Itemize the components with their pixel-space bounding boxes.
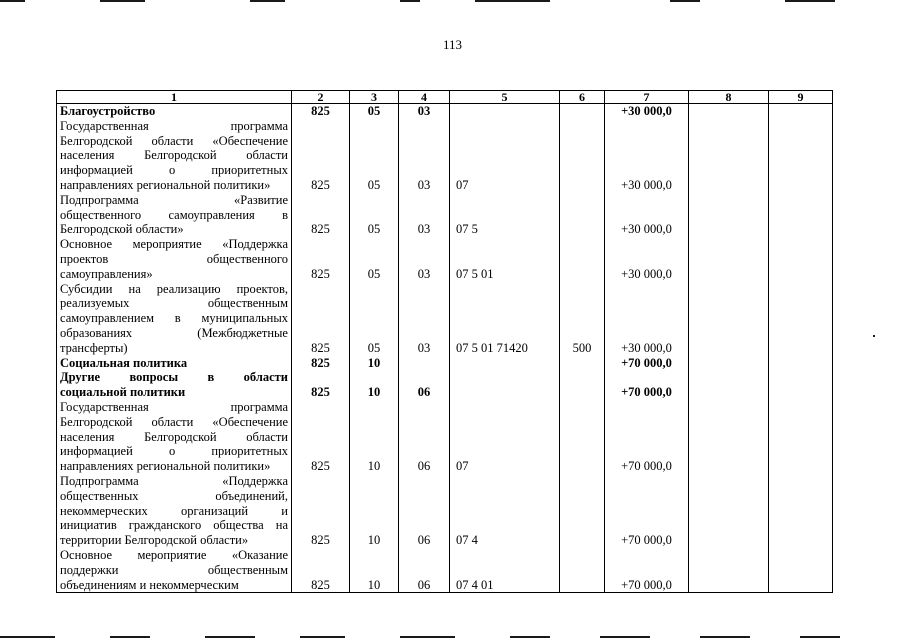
subsection-code-cell: 06 xyxy=(399,474,450,548)
item-name-line: направлениях региональной политики» xyxy=(60,459,271,474)
item-name-cell xyxy=(57,104,292,119)
target-article-cell: 07 5 01 71420 xyxy=(450,282,560,356)
item-name-line: Основное мероприятие «Оказание xyxy=(60,547,288,562)
amount-cell: +70 000,0 xyxy=(605,548,689,593)
section-code-cell: 10 xyxy=(350,356,399,371)
column-header: 2 xyxy=(292,91,350,104)
scan-edge-mark xyxy=(400,0,420,2)
table-row xyxy=(57,356,833,371)
column-header: 6 xyxy=(560,91,605,104)
column-9-cell xyxy=(769,548,833,593)
amount-cell: +30 000,0 xyxy=(605,282,689,356)
table-row xyxy=(57,193,833,237)
amount-cell: +30 000,0 xyxy=(605,193,689,237)
expense-type-cell xyxy=(560,548,605,593)
item-name-cell xyxy=(57,548,292,593)
item-name-line: Государственная программа xyxy=(60,118,288,133)
ministry-code-cell: 825 xyxy=(292,370,350,400)
column-9-cell xyxy=(769,474,833,548)
item-name-cell xyxy=(57,193,292,237)
item-name-line: самоуправлением в муниципальных xyxy=(60,311,288,326)
column-8-cell xyxy=(689,119,769,193)
column-8-cell xyxy=(689,282,769,356)
item-name-line: социальной политики xyxy=(60,385,186,400)
scan-edge-mark xyxy=(400,636,455,638)
item-name-line: территории Белгородской области» xyxy=(60,533,249,548)
column-8-cell xyxy=(689,237,769,281)
column-9-cell xyxy=(769,237,833,281)
expense-type-cell xyxy=(560,474,605,548)
amount-cell: +70 000,0 xyxy=(605,370,689,400)
item-name-cell xyxy=(57,370,292,400)
item-name-line: Субсидии на реализацию проектов, xyxy=(60,281,288,296)
item-name-line: Подпрограмма «Поддержка xyxy=(60,473,288,488)
column-8-cell xyxy=(689,193,769,237)
table-row xyxy=(57,282,833,356)
ministry-code-cell: 825 xyxy=(292,282,350,356)
section-code-cell: 05 xyxy=(350,119,399,193)
ministry-code-cell: 825 xyxy=(292,400,350,474)
section-code-cell: 10 xyxy=(350,400,399,474)
item-name-line: информацией о приоритетных xyxy=(60,444,288,459)
scan-edge-mark xyxy=(475,0,550,2)
item-name-line: общественного самоуправления в xyxy=(60,207,288,222)
column-8-cell xyxy=(689,548,769,593)
subsection-code-cell xyxy=(399,356,450,371)
scan-edge-mark xyxy=(600,636,650,638)
target-article-cell xyxy=(450,104,560,119)
scan-edge-mark xyxy=(700,636,750,638)
section-code-cell: 05 xyxy=(350,193,399,237)
table-body xyxy=(57,104,833,593)
section-code-cell: 05 xyxy=(350,282,399,356)
column-9-cell xyxy=(769,193,833,237)
column-8-cell xyxy=(689,474,769,548)
section-code-cell: 10 xyxy=(350,370,399,400)
expense-type-cell xyxy=(560,193,605,237)
item-name-cell xyxy=(57,282,292,356)
amount-cell: +30 000,0 xyxy=(605,237,689,281)
amount-cell: +70 000,0 xyxy=(605,474,689,548)
item-name-cell xyxy=(57,237,292,281)
item-name-line: Белгородской области «Обеспечение xyxy=(60,133,288,148)
section-code-cell: 10 xyxy=(350,474,399,548)
target-article-cell: 07 5 01 xyxy=(450,237,560,281)
item-name-cell xyxy=(57,356,292,371)
item-name-line: поддержки общественным xyxy=(60,562,288,577)
scan-dot xyxy=(873,335,875,337)
target-article-cell xyxy=(450,356,560,371)
item-name-line: объединениям и некоммерческим xyxy=(60,577,239,592)
column-9-cell xyxy=(769,370,833,400)
ministry-code-cell: 825 xyxy=(292,237,350,281)
column-8-cell xyxy=(689,370,769,400)
item-name-line: проектов общественного xyxy=(60,251,288,266)
subsection-code-cell: 03 xyxy=(399,237,450,281)
item-name-line: образованиях (Межбюджетные xyxy=(60,325,288,340)
scan-edge-mark xyxy=(0,0,25,2)
item-name-line: Другие вопросы в области xyxy=(60,370,288,385)
item-name-line: Белгородской области» xyxy=(60,222,184,237)
ministry-code-cell: 825 xyxy=(292,548,350,593)
item-name-line: населения Белгородской области xyxy=(60,148,288,163)
column-9-cell xyxy=(769,104,833,119)
ministry-code-cell: 825 xyxy=(292,193,350,237)
expense-type-cell xyxy=(560,237,605,281)
expense-type-cell xyxy=(560,104,605,119)
item-name-line: Белгородской области «Обеспечение xyxy=(60,414,288,429)
item-name-line: трансферты) xyxy=(60,340,128,355)
table-row xyxy=(57,119,833,193)
item-name-line: Благоустройство xyxy=(60,104,156,118)
expense-type-cell xyxy=(560,370,605,400)
column-header: 3 xyxy=(350,91,399,104)
ministry-code-cell: 825 xyxy=(292,356,350,371)
column-header: 1 xyxy=(57,91,292,104)
column-9-cell xyxy=(769,119,833,193)
item-name-line: некоммерческих организаций и xyxy=(60,503,288,518)
item-name-cell xyxy=(57,474,292,548)
column-9-cell xyxy=(769,282,833,356)
expense-type-cell: 500 xyxy=(560,282,605,356)
target-article-cell xyxy=(450,370,560,400)
table-row xyxy=(57,104,833,119)
column-8-cell xyxy=(689,104,769,119)
column-header: 5 xyxy=(450,91,560,104)
scan-edge-mark xyxy=(785,0,835,2)
item-name-line: Социальная политика xyxy=(60,355,188,370)
column-8-cell xyxy=(689,356,769,371)
item-name-line: населения Белгородской области xyxy=(60,429,288,444)
target-article-cell: 07 4 01 xyxy=(450,548,560,593)
ministry-code-cell: 825 xyxy=(292,474,350,548)
subsection-code-cell: 03 xyxy=(399,119,450,193)
subsection-code-cell: 03 xyxy=(399,104,450,119)
ministry-code-cell: 825 xyxy=(292,119,350,193)
table-row xyxy=(57,400,833,474)
column-9-cell xyxy=(769,400,833,474)
section-code-cell: 10 xyxy=(350,548,399,593)
amount-cell: +70 000,0 xyxy=(605,400,689,474)
item-name-line: информацией о приоритетных xyxy=(60,163,288,178)
table-row xyxy=(57,548,833,593)
amount-cell: +30 000,0 xyxy=(605,104,689,119)
expense-type-cell xyxy=(560,119,605,193)
column-8-cell xyxy=(689,400,769,474)
scan-edge-mark xyxy=(510,636,550,638)
item-name-line: Подпрограмма «Развитие xyxy=(60,192,288,207)
target-article-cell: 07 xyxy=(450,119,560,193)
table-header-row xyxy=(57,91,833,104)
scan-edge-mark xyxy=(110,636,150,638)
item-name-line: инициатив гражданского общества на xyxy=(60,518,288,533)
subsection-code-cell: 03 xyxy=(399,282,450,356)
scan-edge-mark xyxy=(800,636,840,638)
column-header: 9 xyxy=(769,91,833,104)
item-name-cell xyxy=(57,119,292,193)
expense-type-cell xyxy=(560,400,605,474)
item-name-line: самоуправления» xyxy=(60,266,153,281)
target-article-cell: 07 4 xyxy=(450,474,560,548)
scan-edge-mark xyxy=(250,0,285,2)
section-code-cell: 05 xyxy=(350,104,399,119)
scan-edge-mark xyxy=(205,636,255,638)
item-name-line: Основное мероприятие «Поддержка xyxy=(60,237,288,252)
column-9-cell xyxy=(769,356,833,371)
ministry-code-cell: 825 xyxy=(292,104,350,119)
table-row xyxy=(57,474,833,548)
page-number: 113 xyxy=(442,37,463,52)
target-article-cell: 07 5 xyxy=(450,193,560,237)
column-header: 8 xyxy=(689,91,769,104)
subsection-code-cell: 06 xyxy=(399,548,450,593)
budget-table xyxy=(56,90,833,593)
item-name-line: Государственная программа xyxy=(60,399,288,414)
table-row xyxy=(57,237,833,281)
scan-edge-mark xyxy=(100,0,145,2)
amount-cell: +30 000,0 xyxy=(605,119,689,193)
item-name-line: реализуемых общественным xyxy=(60,296,288,311)
scan-edge-mark xyxy=(300,636,345,638)
expense-type-cell xyxy=(560,356,605,371)
amount-cell: +70 000,0 xyxy=(605,356,689,371)
subsection-code-cell: 03 xyxy=(399,193,450,237)
subsection-code-cell: 06 xyxy=(399,370,450,400)
item-name-line: общественных объединений, xyxy=(60,488,288,503)
column-header: 4 xyxy=(399,91,450,104)
item-name-line: направлениях региональной политики» xyxy=(60,177,271,192)
column-header: 7 xyxy=(605,91,689,104)
table-row xyxy=(57,370,833,400)
section-code-cell: 05 xyxy=(350,237,399,281)
target-article-cell: 07 xyxy=(450,400,560,474)
subsection-code-cell: 06 xyxy=(399,400,450,474)
scan-edge-mark xyxy=(0,636,55,638)
item-name-cell xyxy=(57,400,292,474)
scan-edge-mark xyxy=(670,0,700,2)
